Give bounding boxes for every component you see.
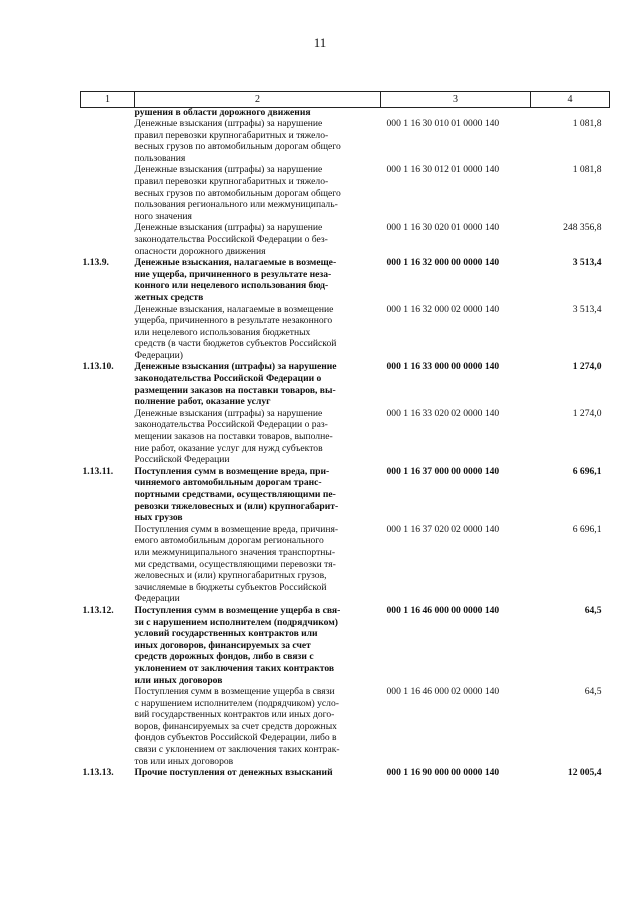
description-line: размещении заказов на поставки товаров, вы- — [134, 384, 336, 396]
description-line: Поступления сумм в возмещение вреда, при- — [134, 465, 330, 477]
description-line: конного или нецелевого использования бюд- — [134, 280, 329, 292]
description-line: весных грузов по автомобильным дорогам общего — [134, 141, 341, 153]
description-line: законодательства Российской Федерации о без- — [134, 233, 328, 245]
description-line: воров, финансируемых за счет средств дорожных — [134, 720, 337, 732]
row-amount: 6 696,1 — [572, 465, 602, 477]
table-row — [81, 466, 610, 524]
row-description — [135, 767, 381, 779]
description-line: пользования — [134, 152, 186, 164]
description-line: Прочие поступления от денежных взысканий — [134, 767, 333, 779]
row-amount: 1 274,0 — [572, 407, 602, 419]
row-number — [81, 118, 135, 164]
description-line: портными средствами, осуществляющими пе- — [134, 489, 336, 500]
row-number — [81, 164, 135, 222]
table-row — [81, 304, 610, 362]
page-number: 11 — [313, 35, 327, 50]
description-line: желовесных и (или) крупногабаритных грузов, — [134, 570, 327, 582]
description-line: условий государственных контрактов или — [134, 628, 318, 640]
budget-table — [80, 91, 610, 779]
row-code: 000 1 16 32 000 00 0000 140 — [386, 257, 500, 269]
row-code: 000 1 16 46 000 02 0000 140 — [386, 686, 500, 698]
description-line: средств (в части бюджетов субъектов Российской — [134, 338, 337, 350]
description-line: с нарушением исполнителем (подрядчиком) усло- — [134, 697, 339, 709]
row-number — [81, 686, 135, 767]
row-description — [135, 222, 381, 257]
row-code: 000 1 16 90 000 00 0000 140 — [386, 767, 500, 779]
row-amount: 64,5 — [584, 604, 602, 616]
table-row — [81, 767, 610, 779]
description-line: связи с уклонением от заключения таких контрак- — [134, 744, 340, 756]
row-code: 000 1 16 30 020 01 0000 140 — [386, 222, 500, 234]
row-code: 000 1 16 37 000 00 0000 140 — [386, 465, 500, 477]
table-body — [81, 108, 610, 779]
row-amount: 248 356,8 — [563, 222, 602, 234]
description-line: рушения в области дорожного движения — [134, 107, 311, 118]
row-description — [135, 466, 381, 524]
row-number — [81, 222, 135, 257]
row-code: 000 1 16 33 020 02 0000 140 — [386, 407, 500, 419]
description-line: Денежные взыскания (штрафы) за нарушение — [134, 361, 337, 373]
row-description — [135, 118, 381, 164]
row-number: 1.13.11. — [82, 465, 114, 477]
description-line: Денежные взыскания (штрафы) за нарушение — [134, 407, 323, 419]
description-line: Федерации — [134, 593, 180, 605]
row-code: 000 1 16 32 000 02 0000 140 — [386, 303, 500, 315]
description-line: пользования регионального или межмуниципаль- — [134, 199, 338, 211]
description-line: зачисляемые в бюджеты субъектов Российской — [134, 581, 327, 593]
description-line: Денежные взыскания (штрафы) за нарушение — [134, 118, 323, 129]
row-description — [135, 408, 381, 466]
row-amount: 1 081,8 — [572, 118, 602, 129]
row-amount: 3 513,4 — [572, 257, 602, 269]
description-line: Денежные взыскания, налагаемые в возмеще- — [134, 257, 337, 269]
row-number: 1.13.12. — [82, 604, 114, 616]
description-line: ние работ, оказание услуг для нужд субъектов — [134, 442, 323, 454]
row-amount: 12 005,4 — [567, 767, 602, 779]
row-number — [81, 108, 135, 119]
row-description — [135, 361, 381, 407]
description-line: Денежные взыскания, налагаемые в возмещение — [134, 303, 334, 315]
description-line: Российской Федерации — [134, 454, 230, 466]
description-line: емого автомобильным дорогам регионального — [134, 535, 324, 547]
description-line: законодательства Российской Федерации о раз- — [134, 419, 328, 431]
table-row — [81, 686, 610, 767]
description-line: полнение работ, оказание услуг — [134, 396, 271, 408]
row-description — [135, 164, 381, 222]
row-code: 000 1 16 37 020 02 0000 140 — [386, 523, 500, 535]
description-line: опасности дорожного движения — [134, 245, 266, 257]
table-row — [81, 257, 610, 303]
row-number: 1.13.13. — [82, 767, 114, 779]
table-row — [81, 108, 610, 119]
description-line: законодательства Российской Федерации о — [134, 373, 322, 385]
table-header — [81, 92, 610, 108]
description-line: иных договоров, финансируемых за счет — [134, 639, 311, 651]
description-line: Поступления сумм в возмещение вреда, причиня- — [134, 523, 339, 535]
description-line: ние ущерба, причиненного в результате неза- — [134, 268, 332, 280]
row-code: 000 1 16 30 012 01 0000 140 — [386, 164, 500, 176]
description-line: Федерации) — [134, 349, 184, 361]
row-code: 000 1 16 30 010 01 0000 140 — [386, 118, 500, 129]
row-number — [81, 524, 135, 605]
description-line: мещении заказов на поставки товаров, выполне- — [134, 431, 333, 443]
description-line: весных грузов по автомобильным дорогам общего — [134, 187, 341, 199]
row-amount: 1 274,0 — [572, 361, 602, 373]
header-col-3: 3 — [381, 92, 531, 108]
description-line: тов или иных договоров — [134, 755, 234, 767]
description-line: или иных договоров — [134, 674, 223, 686]
description-line: жетных средств — [134, 291, 204, 303]
row-amount: 1 081,8 — [572, 164, 602, 176]
description-line: Денежные взыскания (штрафы) за нарушение — [134, 222, 323, 234]
description-line: правил перевозки крупногабаритных и тяжело- — [134, 175, 329, 187]
header-col-4: 4 — [531, 92, 610, 108]
row-number: 1.13.9. — [82, 257, 109, 269]
row-description — [135, 304, 381, 362]
row-amount: 64,5 — [584, 686, 602, 698]
description-line: зи с нарушением исполнителем (подрядчиком) — [134, 616, 338, 628]
description-line: правил перевозки крупногабаритных и тяжело- — [134, 129, 329, 141]
row-description — [135, 686, 381, 767]
description-line: ного значения — [134, 210, 192, 222]
row-amount: 6 696,1 — [572, 523, 602, 535]
row-description — [135, 257, 381, 303]
row-number — [81, 304, 135, 362]
description-line: ми средствами, осуществляющими перевозки тя- — [134, 558, 336, 570]
description-line: средств дорожных фондов, либо в связи с — [134, 651, 314, 663]
table-row — [81, 361, 610, 407]
description-line: Денежные взыскания (штрафы) за нарушение — [134, 164, 323, 176]
row-description — [135, 108, 381, 119]
description-line: Поступления сумм в возмещение ущерба в связи — [134, 686, 335, 698]
table-row — [81, 222, 610, 257]
description-line: или нецелевого использования бюджетных — [134, 326, 311, 338]
header-col-1: 1 — [81, 92, 135, 108]
table-row — [81, 408, 610, 466]
description-line: вий государственных контрактов или иных дого- — [134, 709, 335, 721]
description-line: ревозки тяжеловесных и (или) крупногабарит- — [134, 500, 339, 512]
header-col-2: 2 — [135, 92, 381, 108]
description-line: фондов субъектов Российской Федерации, либо в — [134, 732, 337, 744]
table-row — [81, 524, 610, 605]
description-line: чиняемого автомобильным дорогам транс- — [134, 477, 322, 489]
row-number — [81, 408, 135, 466]
row-amount: 3 513,4 — [572, 303, 602, 315]
description-line: Поступления сумм в возмещение ущерба в свя- — [134, 604, 341, 616]
row-description — [135, 524, 381, 605]
table-row — [81, 164, 610, 222]
description-line: или межмуниципального значения транспортны- — [134, 546, 336, 558]
table-row — [81, 118, 610, 164]
description-line: ных грузов — [134, 512, 183, 524]
row-amount — [531, 108, 610, 119]
table-row — [81, 605, 610, 686]
row-code — [381, 108, 531, 119]
description-line: уклонением от заключения таких контрактов — [134, 662, 335, 674]
row-code: 000 1 16 46 000 00 0000 140 — [386, 604, 500, 616]
row-code: 000 1 16 33 000 00 0000 140 — [386, 361, 500, 373]
row-number: 1.13.10. — [82, 361, 114, 373]
row-description — [135, 605, 381, 686]
description-line: ущерба, причиненного в результате незаконного — [134, 315, 333, 327]
